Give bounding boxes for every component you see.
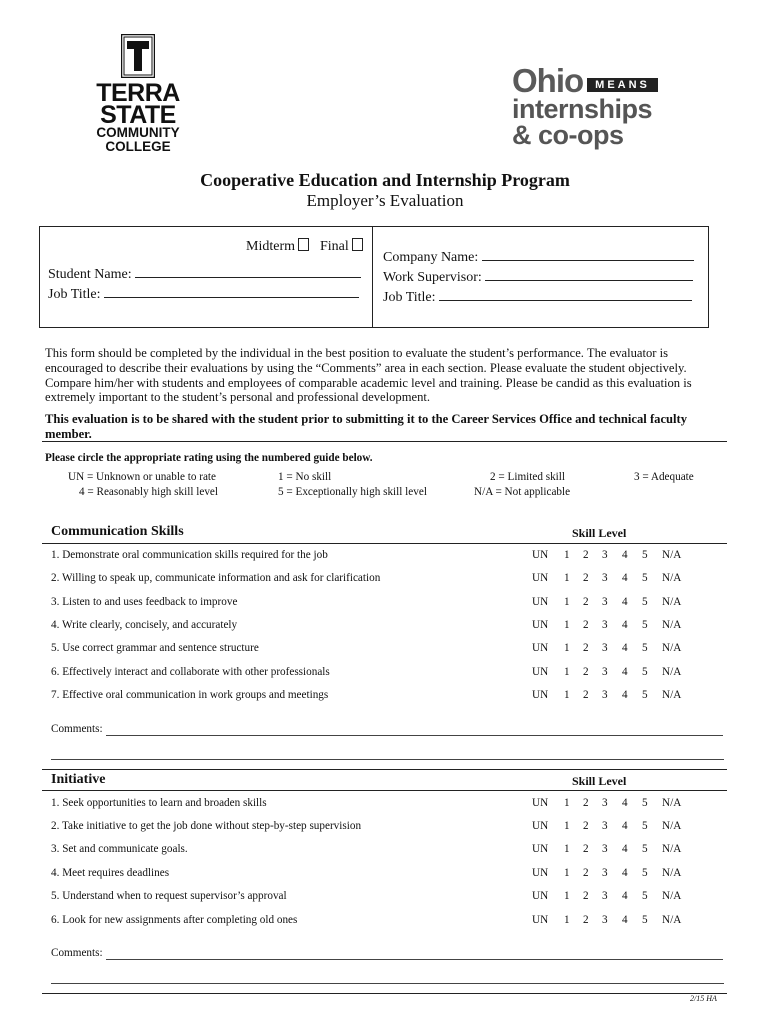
page-subtitle: Employer’s Evaluation <box>306 191 464 210</box>
scale-4[interactable]: 4 <box>622 666 628 678</box>
scale-3[interactable]: 3 <box>602 890 608 902</box>
scale-na[interactable]: N/A <box>662 867 682 879</box>
scale-3[interactable]: 3 <box>602 642 608 654</box>
comm-item-6: 6. Effectively interact and collaborate with other professionals <box>51 666 330 678</box>
scale-4[interactable]: 4 <box>622 549 628 561</box>
scale-4[interactable]: 4 <box>622 619 628 631</box>
scale-un[interactable]: UN <box>532 689 549 701</box>
scale-na[interactable]: N/A <box>662 642 682 654</box>
init-item-1: 1. Seek opportunities to learn and broaden skills <box>51 797 267 809</box>
scale-un[interactable]: UN <box>532 642 549 654</box>
scale-2[interactable]: 2 <box>583 666 589 678</box>
scale-1[interactable]: 1 <box>564 642 570 654</box>
terra-t-icon <box>121 34 155 78</box>
scale-2[interactable]: 2 <box>583 689 589 701</box>
final-option[interactable] <box>320 238 363 255</box>
work-supervisor-input[interactable] <box>485 267 693 281</box>
scale-3[interactable]: 3 <box>602 820 608 832</box>
job-title-right-label: Job Title: <box>383 290 436 305</box>
scale-na[interactable]: N/A <box>662 572 682 584</box>
scale-1[interactable]: 1 <box>564 619 570 631</box>
scale-un[interactable]: UN <box>532 549 549 561</box>
ohio-word: Ohio <box>512 62 584 99</box>
scale-na[interactable]: N/A <box>662 890 682 902</box>
section-initiative-skill-level: Skill Level <box>572 774 627 788</box>
scale-na[interactable]: N/A <box>662 666 682 678</box>
scale-un[interactable]: UN <box>532 596 549 608</box>
scale-4[interactable]: 4 <box>622 797 628 809</box>
init-comments-line-1[interactable] <box>106 959 723 960</box>
scale-4[interactable]: 4 <box>622 914 628 926</box>
scale-5[interactable]: 5 <box>642 797 648 809</box>
scale-3[interactable]: 3 <box>602 914 608 926</box>
scale-2[interactable]: 2 <box>583 619 589 631</box>
scale-na[interactable]: N/A <box>662 596 682 608</box>
comm-item-5: 5. Use correct grammar and sentence structure <box>51 642 259 654</box>
scale-4[interactable]: 4 <box>622 596 628 608</box>
rating-guide-heading: Please circle the appropriate rating using the numbered guide below. <box>45 452 373 464</box>
info-box-divider <box>372 226 373 327</box>
scale-1[interactable]: 1 <box>564 572 570 584</box>
ohio-line-3: & co-ops <box>512 120 624 150</box>
rating-guide-un: UN = Unknown or unable to rate <box>68 471 216 483</box>
scale-2[interactable]: 2 <box>583 549 589 561</box>
ohio-means-logo <box>512 62 692 150</box>
scale-3[interactable]: 3 <box>602 867 608 879</box>
scale-5[interactable]: 5 <box>642 596 648 608</box>
scale-3[interactable]: 3 <box>602 689 608 701</box>
means-badge: MEANS <box>587 78 658 92</box>
scale-4[interactable]: 4 <box>622 642 628 654</box>
rating-guide-1: 1 = No skill <box>278 471 332 483</box>
scale-2[interactable]: 2 <box>583 572 589 584</box>
scale-na[interactable]: N/A <box>662 549 682 561</box>
scale-5[interactable]: 5 <box>642 843 648 855</box>
scale-na[interactable]: N/A <box>662 843 682 855</box>
job-title-input[interactable] <box>104 284 359 298</box>
job-title-field[interactable] <box>48 284 359 303</box>
scale-3[interactable]: 3 <box>602 619 608 631</box>
scale-1[interactable]: 1 <box>564 596 570 608</box>
student-name-field[interactable] <box>48 264 361 283</box>
comm-item-2: 2. Willing to speak up, communicate information and ask for clarification <box>51 572 381 584</box>
init-comments-line-2[interactable] <box>51 983 724 984</box>
student-name-input[interactable] <box>135 264 361 278</box>
scale-na[interactable]: N/A <box>662 689 682 701</box>
scale-2[interactable]: 2 <box>583 890 589 902</box>
scale-5[interactable]: 5 <box>642 914 648 926</box>
midterm-label: Midterm <box>246 239 295 254</box>
job-title-label: Job Title: <box>48 287 101 302</box>
scale-2[interactable]: 2 <box>583 914 589 926</box>
scale-4[interactable]: 4 <box>622 890 628 902</box>
scale-na[interactable]: N/A <box>662 797 682 809</box>
scale-un[interactable]: UN <box>532 619 549 631</box>
scale-5[interactable]: 5 <box>642 890 648 902</box>
scale-3[interactable]: 3 <box>602 797 608 809</box>
section-separator <box>42 769 727 770</box>
init-item-5: 5. Understand when to request supervisor’s approval <box>51 890 287 902</box>
section-communication-title: Communication Skills <box>51 524 184 539</box>
scale-4[interactable]: 4 <box>622 572 628 584</box>
scale-na[interactable]: N/A <box>662 619 682 631</box>
scale-2[interactable]: 2 <box>583 843 589 855</box>
bottom-rule <box>42 993 727 994</box>
section-initiative-title: Initiative <box>51 772 106 787</box>
rating-guide-4: 4 = Reasonably high skill level <box>79 486 218 498</box>
terra-line-3: COMMUNITY <box>96 125 180 140</box>
scale-2[interactable]: 2 <box>583 596 589 608</box>
init-comments-label: Comments: <box>51 947 103 959</box>
comm-comments-label: Comments: <box>51 723 103 735</box>
scale-1[interactable]: 1 <box>564 689 570 701</box>
rating-guide-3: 3 = Adequate <box>634 471 694 483</box>
scale-un[interactable]: UN <box>532 867 549 879</box>
final-label: Final <box>320 239 349 254</box>
scale-5[interactable]: 5 <box>642 666 648 678</box>
scale-5[interactable]: 5 <box>642 820 648 832</box>
job-title-right-input[interactable] <box>439 287 692 301</box>
init-item-2: 2. Take initiative to get the job done without step-by-step supervision <box>51 820 362 832</box>
scale-1[interactable]: 1 <box>564 797 570 809</box>
scale-na[interactable]: N/A <box>662 914 682 926</box>
scale-1[interactable]: 1 <box>564 843 570 855</box>
scale-un[interactable]: UN <box>532 666 549 678</box>
init-item-3: 3. Set and communicate goals. <box>51 843 188 855</box>
init-item-6: 6. Look for new assignments after completing old ones <box>51 914 298 926</box>
scale-un[interactable]: UN <box>532 572 549 584</box>
intro-rule <box>42 441 727 442</box>
terra-state-logo <box>86 34 190 154</box>
midterm-checkbox[interactable] <box>298 238 309 251</box>
final-checkbox[interactable] <box>352 238 363 251</box>
scale-un[interactable]: UN <box>532 914 549 926</box>
scale-1[interactable]: 1 <box>564 914 570 926</box>
scale-3[interactable]: 3 <box>602 843 608 855</box>
section-communication-rule <box>42 543 727 544</box>
scale-4[interactable]: 4 <box>622 689 628 701</box>
scale-4[interactable]: 4 <box>622 843 628 855</box>
scale-3[interactable]: 3 <box>602 666 608 678</box>
work-supervisor-field[interactable] <box>383 267 693 286</box>
scale-5[interactable]: 5 <box>642 867 648 879</box>
scale-2[interactable]: 2 <box>583 797 589 809</box>
section-communication-skill-level: Skill Level <box>572 526 627 540</box>
scale-3[interactable]: 3 <box>602 549 608 561</box>
scale-2[interactable]: 2 <box>583 642 589 654</box>
scale-1[interactable]: 1 <box>564 820 570 832</box>
scale-2[interactable]: 2 <box>583 867 589 879</box>
work-supervisor-label: Work Supervisor: <box>383 270 482 285</box>
intro-paragraph: This form should be completed by the individual in the best position to evaluate the student’s performance. The evaluator is encouraged to describe their evaluations by using the “Comments” area in each section. Please evaluate the student objectively. Compare him/her with students and employees of comparable academic level and training. Please be candid as this evaluation is extremely important to the student’s personal and professional development. <box>45 346 692 405</box>
company-name-input[interactable] <box>482 247 694 261</box>
scale-4[interactable]: 4 <box>622 867 628 879</box>
scale-1[interactable]: 1 <box>564 666 570 678</box>
scale-3[interactable]: 3 <box>602 572 608 584</box>
job-title-right-field[interactable] <box>383 287 692 306</box>
scale-1[interactable]: 1 <box>564 890 570 902</box>
ohio-line-2: internships <box>512 94 653 124</box>
version-note: 2/15 HA <box>690 994 717 1003</box>
terra-line-4: COLLEGE <box>105 139 171 154</box>
scale-un[interactable]: UN <box>532 797 549 809</box>
rating-guide-2: 2 = Limited skill <box>490 471 565 483</box>
scale-un[interactable]: UN <box>532 890 549 902</box>
comm-comments-line-2[interactable] <box>51 759 724 760</box>
section-initiative-rule <box>42 790 727 791</box>
init-item-4: 4. Meet requires deadlines <box>51 867 170 879</box>
scale-1[interactable]: 1 <box>564 549 570 561</box>
page-title: Cooperative Education and Internship Program <box>200 170 570 190</box>
comm-item-1: 1. Demonstrate oral communication skills required for the job <box>51 549 328 561</box>
company-name-label: Company Name: <box>383 250 479 265</box>
scale-5[interactable]: 5 <box>642 572 648 584</box>
scale-5[interactable]: 5 <box>642 642 648 654</box>
scale-na[interactable]: N/A <box>662 820 682 832</box>
rating-guide-5: 5 = Exceptionally high skill level <box>278 486 427 498</box>
scale-4[interactable]: 4 <box>622 820 628 832</box>
student-name-label: Student Name: <box>48 267 132 282</box>
scale-un[interactable]: UN <box>532 843 549 855</box>
scale-1[interactable]: 1 <box>564 867 570 879</box>
scale-un[interactable]: UN <box>532 820 549 832</box>
comm-item-3: 3. Listen to and uses feedback to improve <box>51 596 238 608</box>
scale-2[interactable]: 2 <box>583 820 589 832</box>
comm-item-7: 7. Effective oral communication in work groups and meetings <box>51 689 329 701</box>
intro-bold-note: This evaluation is to be shared with the student prior to submitting it to the Career Services Office and technical faculty member. <box>45 412 688 441</box>
scale-5[interactable]: 5 <box>642 619 648 631</box>
midterm-option[interactable] <box>246 238 309 255</box>
company-name-field[interactable] <box>383 247 694 266</box>
terra-line-1: TERRA <box>96 79 180 107</box>
rating-guide-na: N/A = Not applicable <box>474 486 571 498</box>
comm-item-4: 4. Write clearly, concisely, and accurately <box>51 619 238 631</box>
scale-5[interactable]: 5 <box>642 549 648 561</box>
terra-line-2: STATE <box>100 101 176 129</box>
scale-5[interactable]: 5 <box>642 689 648 701</box>
comm-comments-line-1[interactable] <box>106 735 723 736</box>
scale-3[interactable]: 3 <box>602 596 608 608</box>
